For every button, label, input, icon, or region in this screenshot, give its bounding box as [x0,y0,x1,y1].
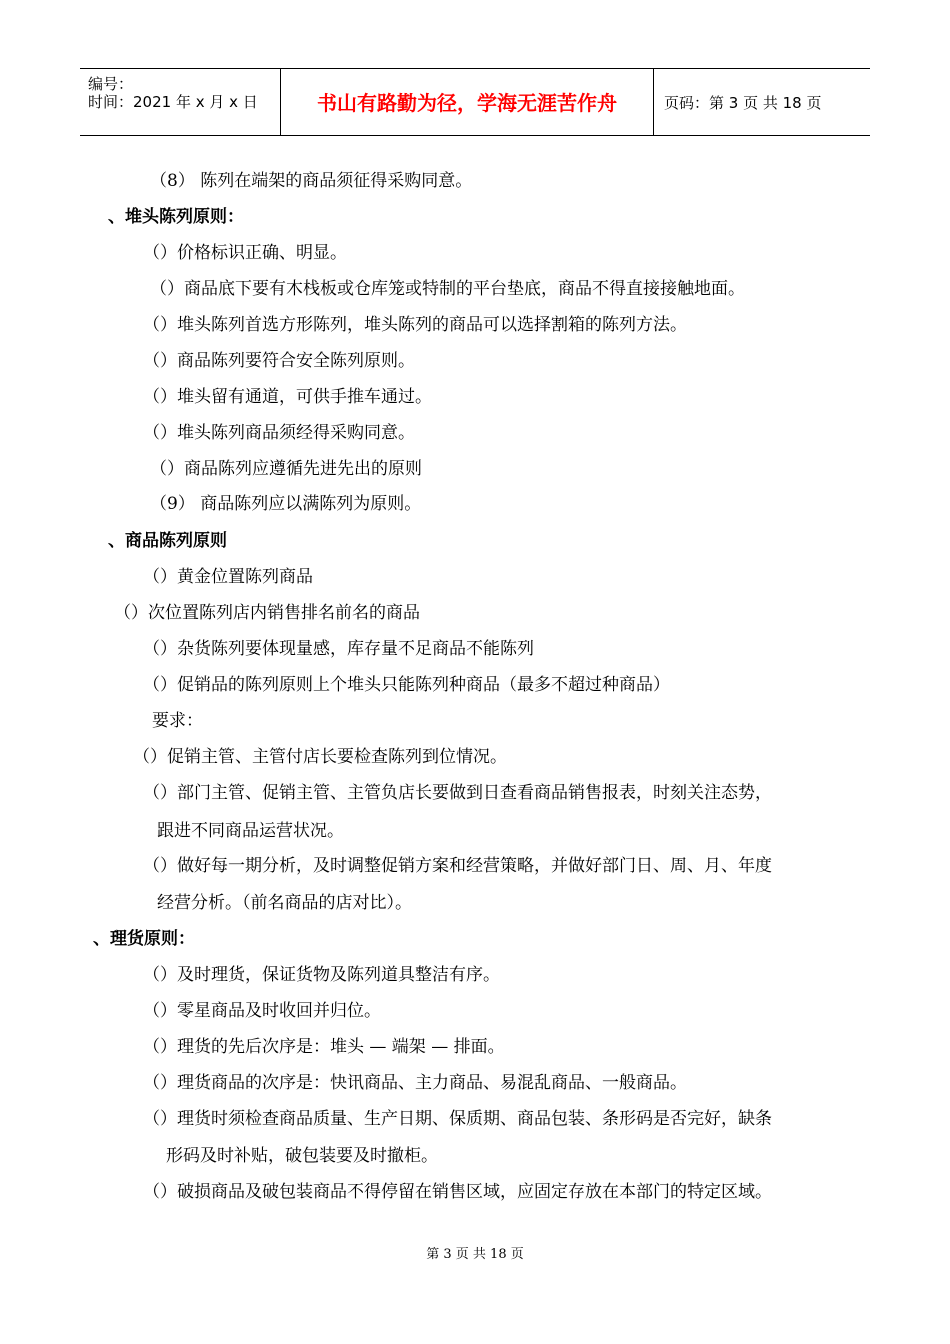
body-line: （9） 商品陈列应以满陈列为原则。 [150,494,422,514]
body-line: （8） 陈列在端架的商品须征得采购同意。 [150,171,473,191]
body-line: （）促销品的陈列原则上个堆头只能陈列种商品（最多不超过种商品） [143,675,670,695]
body-line: （）堆头留有通道，可供手推车通过。 [143,387,432,407]
body-line: （）破损商品及破包装商品不得停留在销售区域，应固定存放在本部门的特定区域。 [143,1182,772,1202]
document-number-label: 编号： [88,75,134,93]
document-time-label: 时间：2021 年 x 月 x 日 [88,93,258,111]
body-line: （）黄金位置陈列商品 [143,567,313,587]
body-line: （）杂货陈列要体现量感，库存量不足商品不能陈列 [143,639,534,659]
body-line: （）次位置陈列店内销售排名前名的商品 [114,603,420,623]
header-left-cell [80,69,281,135]
body-line: （）促销主管、主管付店长要检查陈列到位情况。 [133,747,507,767]
body-line: （）理货时须检查商品质量、生产日期、保质期、商品包装、条形码是否完好，缺条 [143,1109,772,1129]
header-middle-cell [281,69,654,135]
body-line: （）理货的先后次序是：堆头 — 端架 — 排面。 [143,1037,505,1057]
body-line: 要求： [152,711,203,731]
section-heading-tidying: 、理货原则： [93,929,195,949]
body-line: （）零星商品及时收回并归位。 [143,1001,381,1021]
header-page-label: 页码：第 3 页 共 18 页 [664,94,822,112]
document-header [80,68,870,136]
body-line: （）商品陈列应遵循先进先出的原则 [150,459,422,479]
page-footer: 第 3 页 共 18 页 [426,1247,524,1262]
header-motto: 书山有路勤为径，学海无涯苦作舟 [317,91,617,115]
body-line: （）堆头陈列商品须经得采购同意。 [143,423,415,443]
body-line: 跟进不同商品运营状况。 [157,821,344,841]
body-line: （）理货商品的次序是：快讯商品、主力商品、易混乱商品、一般商品。 [143,1073,687,1093]
body-line: （）价格标识正确、明显。 [143,243,347,263]
body-line: 经营分析。（前名商品的店对比）。 [157,893,412,913]
body-line: （）商品底下要有木栈板或仓库笼或特制的平台垫底，商品不得直接接触地面。 [150,279,745,299]
body-line: （）部门主管、促销主管、主管负店长要做到日查看商品销售报表，时刻关注态势， [143,783,772,803]
body-line: （）及时理货，保证货物及陈列道具整洁有序。 [143,965,500,985]
body-line: （）做好每一期分析，及时调整促销方案和经营策略，并做好部门日、周、月、年度 [143,856,772,876]
header-right-cell [654,69,870,135]
body-line: 形码及时补贴，破包装要及时撤柜。 [166,1146,438,1166]
section-heading-product-display: 、商品陈列原则 [108,531,227,551]
section-heading-stack-display: 、堆头陈列原则： [108,207,244,227]
body-line: （）商品陈列要符合安全陈列原则。 [143,351,415,371]
body-line: （）堆头陈列首选方形陈列，堆头陈列的商品可以选择割箱的陈列方法。 [143,315,687,335]
